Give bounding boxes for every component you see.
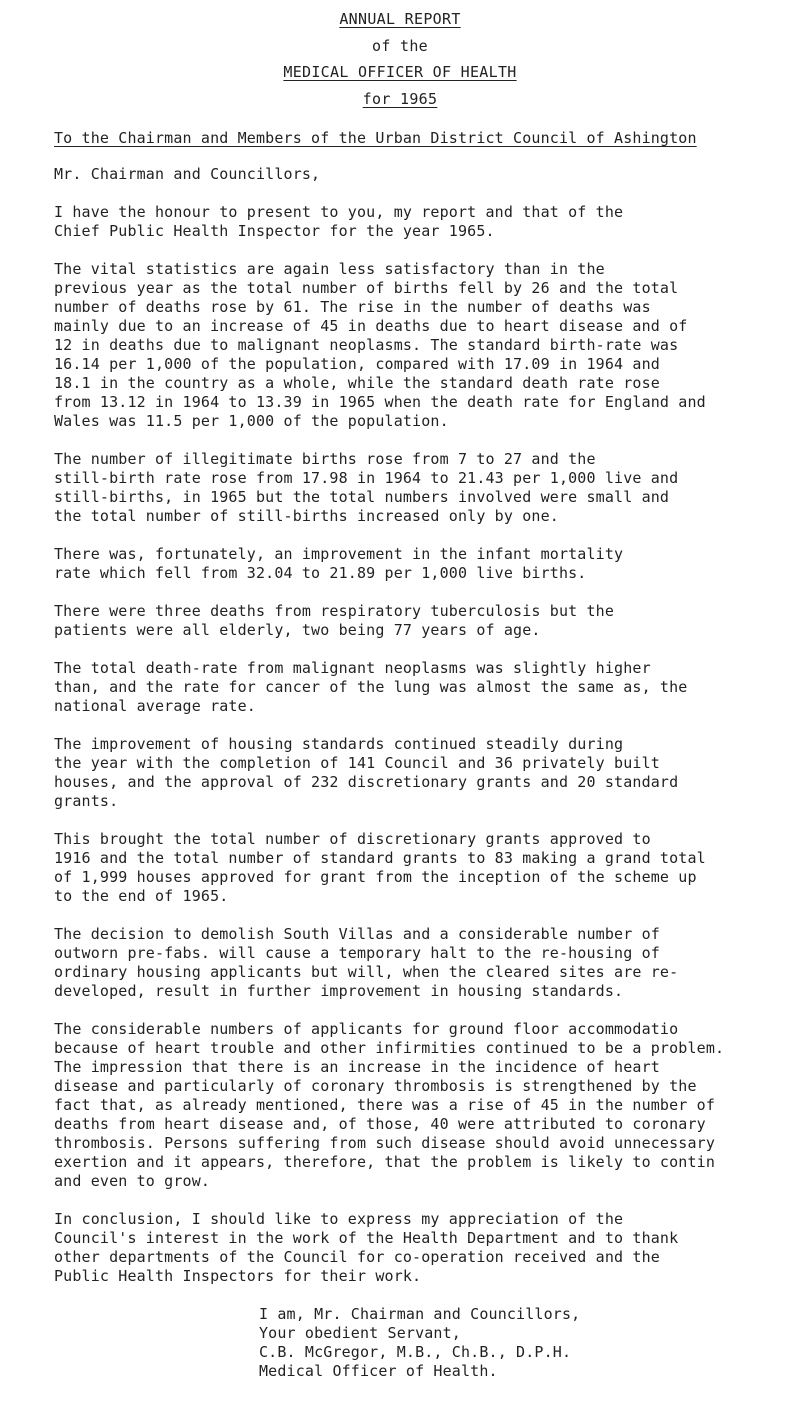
signoff-line-1: I am, Mr. Chairman and Councillors, (259, 1305, 581, 1323)
paragraph-vital-statistics: The vital statistics are again less satisfactory than in the previous year as the total number of births fell by 26 and the total number of deaths rose by 61. The rise in the number of deaths was mainly due to an increase of 45 in deaths due to heart disease and of 12 in deaths due to malignant neoplasms. The standard birth-rate was 16.14 per 1,000 of the population, compared with 17.09 in 1964 and 18.1 in the country as a whole, while the standard death rate rose from 13.12 in 1964 to 13.39 in 1965 when the death rate for England and Wales was 11.5 per 1,000 of the population. (54, 260, 706, 430)
report-year: for 1965 (362, 90, 438, 108)
paragraph-south-villas: The decision to demolish South Villas and a considerable number of outworn pre-fabs. will cause a temporary halt to the re-housing of ordinary housing applicants but will, when the cleared sites are re- developed, result in further improvement in housing standards. (54, 925, 679, 1000)
report-subtitle-of: of the (372, 37, 428, 55)
paragraph-malignant-neoplasms: The total death-rate from malignant neoplasms was slightly higher than, and the rate for cancer of the lung was almost the same as, the national average rate. (54, 659, 688, 715)
paragraph-conclusion: In conclusion, I should like to express my appreciation of the Council's interest in the work of the Health Department and to thank other departments of the Council for co-operation received and the Public Health Inspectors for their work. (54, 1210, 679, 1285)
signoff-line-2: Your obedient Servant, (259, 1324, 461, 1342)
addressee-line: To the Chairman and Members of the Urban District Council of Ashington (54, 129, 697, 147)
report-title: ANNUAL REPORT (339, 10, 461, 28)
paragraph-illegitimate-births: The number of illegitimate births rose from 7 to 27 and the still-birth rate rose from 17.98 in 1964 to 21.43 per 1,000 live and still-births, in 1965 but the total numbers involved were small and the total number of still-births increased only by one. (54, 450, 679, 525)
signoff-name: C.B. McGregor, M.B., Ch.B., D.P.H. (259, 1343, 572, 1361)
paragraph-heart-disease: The considerable numbers of applicants for ground floor accommodatio because of heart trouble and other infirmities continued to be a problem. The impression that there is an increase in the incidence of heart disease and particularly of coronary thrombosis is strengthened by the fact that, as already mentioned, there was a rise of 45 in the number of deaths from heart disease and, of those, 40 were attributed to coronary thrombosis. Persons suffering from such disease should avoid unnecessary exertion and it appears, therefore, that the problem is likely to contin and even to grow. (54, 1020, 725, 1190)
report-subtitle-office: MEDICAL OFFICER OF HEALTH (283, 63, 517, 81)
paragraph-grants-total: This brought the total number of discretionary grants approved to 1916 and the total number of standard grants to 83 making a grand total of 1,999 houses approved for grant from the inception of the scheme up to the end of 1965. (54, 830, 706, 905)
salutation: Mr. Chairman and Councillors, (54, 165, 321, 183)
paragraph-housing-standards: The improvement of housing standards continued steadily during the year with the completion of 141 Council and 36 privately built houses, and the approval of 232 discretionary grants and 20 standard grants. (54, 735, 679, 810)
paragraph-infant-mortality: There was, fortunately, an improvement in the infant mortality rate which fell from 32.04 to 21.89 per 1,000 live births. (54, 545, 624, 582)
paragraph-tuberculosis: There were three deaths from respiratory tuberculosis but the patients were all elderly, two being 77 years of age. (54, 602, 615, 639)
paragraph-introduction: I have the honour to present to you, my report and that of the Chief Public Health Inspector for the year 1965. (54, 203, 624, 240)
signoff-title: Medical Officer of Health. (259, 1362, 498, 1380)
